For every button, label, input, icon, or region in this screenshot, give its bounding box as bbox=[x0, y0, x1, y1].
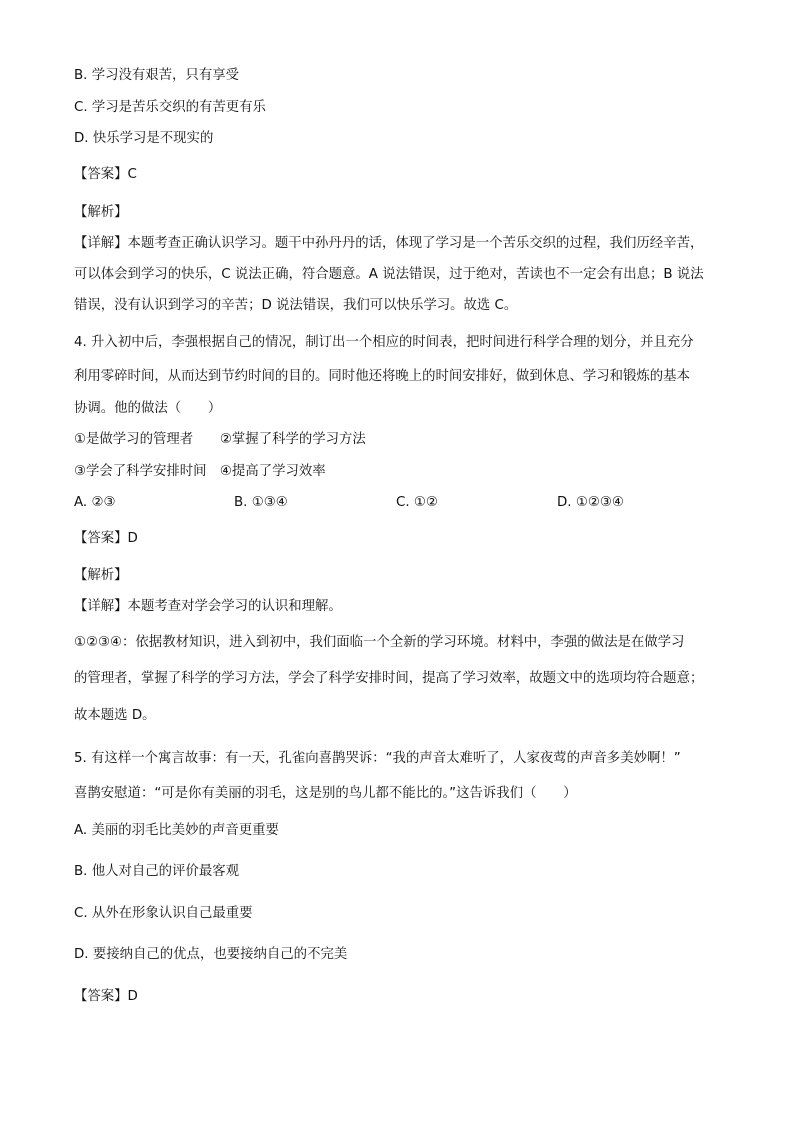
q5-option-a: A. 美丽的羽毛比美妙的声音更重要 bbox=[74, 823, 279, 838]
q5-stem-line-1: 5. 有这样一个寓言故事：有一天，孔雀向喜鹊哭诉：“我的声音太难听了，人家夜莺的声音多美妙啊！” bbox=[74, 751, 681, 766]
q5-option-c: C. 从外在形象认识自己最重要 bbox=[74, 906, 253, 921]
q4-stem-line-2: 利用零碎时间，从而达到节约时间的目的。同时他还将晚上的时间安排好，做到休息、学习和锻炼的基本 bbox=[74, 369, 690, 384]
q3-option-d: D. 快乐学习是不现实的 bbox=[74, 131, 214, 146]
q4-option-c: C. ①② bbox=[396, 495, 438, 510]
q5-option-b: B. 他人对自己的评价最客观 bbox=[74, 864, 239, 879]
q4-analysis-title: 【解析】 bbox=[74, 568, 128, 583]
q4-answer: 【答案】D bbox=[74, 531, 138, 546]
q4-stem-line-3: 协调。他的做法（ ） bbox=[74, 401, 222, 416]
q4-stem-line-1: 4. 升入初中后，李强根据自己的情况，制订出一个相应的时间表，把时间进行科学合理的划分，并且充分 bbox=[74, 335, 694, 350]
q3-detail-line-3: 错误，没有认识到学习的辛苦；D 说法错误，我们可以快乐学习。故选 C。 bbox=[74, 298, 518, 313]
q4-statements-line-1: ①是做学习的管理者 ②掌握了科学的学习方法 bbox=[74, 432, 366, 447]
q5-answer: 【答案】D bbox=[74, 989, 138, 1004]
q4-detail-line-4: 故本题选 D。 bbox=[74, 708, 156, 723]
q5-option-d: D. 要接纳自己的优点，也要接纳自己的不完美 bbox=[74, 947, 348, 962]
q4-option-a: A. ②③ bbox=[74, 495, 116, 510]
q5-stem-line-2: 喜鹊安慰道：“可是你有美丽的羽毛，这是别的鸟儿都不能比的。”这告诉我们（ ） bbox=[74, 786, 577, 801]
q3-answer: 【答案】C bbox=[74, 167, 137, 182]
q3-detail-line-1: 【详解】本题考查正确认识学习。题干中孙丹丹的话，体现了学习是一个苦乐交织的过程，我们历经辛苦， bbox=[74, 236, 704, 251]
q4-option-b: B. ①③④ bbox=[234, 495, 288, 510]
q4-statements-line-2: ③学会了科学安排时间 ④提高了学习效率 bbox=[74, 464, 326, 479]
q4-detail-line-2: ①②③④：依据教材知识，进入到初中，我们面临一个全新的学习环境。材料中，李强的做法是在做学习 bbox=[74, 635, 685, 650]
q3-option-c: C. 学习是苦乐交织的有苦更有乐 bbox=[74, 100, 266, 115]
q3-detail-line-2: 可以体会到学习的快乐，C 说法正确，符合题意。A 说法错误，过于绝对，苦读也不一定会有出息；B 说法 bbox=[74, 267, 704, 282]
q4-option-d: D. ①②③④ bbox=[557, 495, 624, 510]
q3-analysis-title: 【解析】 bbox=[74, 205, 128, 220]
q4-detail-line-1: 【详解】本题考查对学会学习的认识和理解。 bbox=[74, 599, 342, 614]
q3-option-b: B. 学习没有艰苦，只有享受 bbox=[74, 68, 239, 83]
q4-detail-line-3: 的管理者，掌握了科学的学习方法，学会了科学安排时间，提高了学习效率，故题文中的选项均符合题意； bbox=[74, 671, 704, 686]
